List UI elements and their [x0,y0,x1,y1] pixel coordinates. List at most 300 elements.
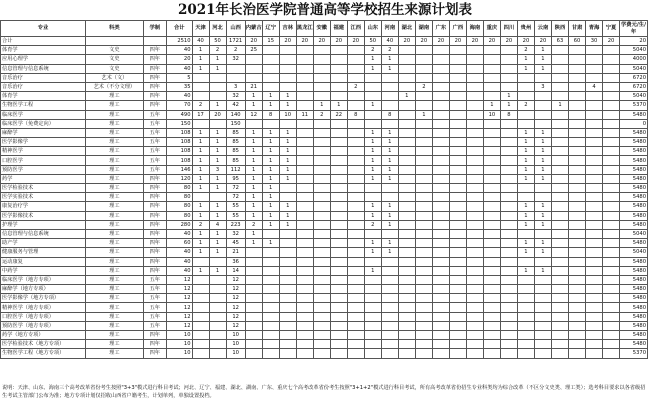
table-cell [500,128,517,137]
table-cell [449,239,466,248]
table-cell: 5370 [620,349,648,358]
table-cell [364,73,381,82]
table-cell [517,92,534,101]
table-cell: 70 [166,101,192,110]
table-cell: 3 [534,82,551,91]
table-cell [209,285,226,294]
table-cell: 12 [226,275,245,284]
table-cell [415,220,432,229]
table-cell [432,248,449,257]
table-cell [192,193,209,202]
table-cell: 1 [192,156,209,165]
table-cell: 1 [245,239,262,248]
table-cell [551,211,568,220]
table-cell [586,266,603,275]
table-cell [517,294,534,303]
table-cell [313,46,330,55]
table-cell: 1 [415,110,432,119]
table-cell [586,340,603,349]
table-cell: 1 [279,211,296,220]
table-cell: 45 [226,239,245,248]
table-cell [245,285,262,294]
table-cell [330,165,347,174]
table-cell [415,73,432,82]
table-cell: 预防医学（地方专项） [1,321,86,330]
table-cell: 理工 [86,229,143,238]
table-cell: 3 [209,165,226,174]
table-cell [245,55,262,64]
table-cell [347,321,364,330]
table-cell: 四年 [143,46,166,55]
table-cell [534,101,551,110]
table-cell [262,275,279,284]
table-cell [313,321,330,330]
table-cell: 5480 [620,138,648,147]
table-cell [347,266,364,275]
table-cell [347,294,364,303]
table-cell [313,174,330,183]
table-cell [483,165,500,174]
table-cell [483,128,500,137]
table-cell [313,294,330,303]
table-cell [568,92,585,101]
table-cell [500,257,517,266]
table-cell [466,229,483,238]
table-cell [534,340,551,349]
table-cell [381,294,398,303]
table-cell: 6720 [620,82,648,91]
table-cell [245,340,262,349]
table-cell [296,92,313,101]
table-cell [313,64,330,73]
table-cell: 20 [449,37,466,46]
table-cell: 11 [296,110,313,119]
table-cell: 5480 [620,147,648,156]
table-cell [398,294,415,303]
table-cell: 运动康复 [1,257,86,266]
table-cell [432,202,449,211]
table-cell [381,303,398,312]
table-cell: 108 [166,138,192,147]
table-cell [551,248,568,257]
table-cell [466,174,483,183]
table-cell [262,340,279,349]
table-cell [226,64,245,73]
table-cell: 12 [226,321,245,330]
table-cell: 理工 [86,349,143,358]
table-cell [296,294,313,303]
table-cell [192,331,209,340]
table-cell: 1 [209,156,226,165]
table-cell: 5480 [620,156,648,165]
table-cell: 体育学 [1,92,86,101]
table-cell: 10 [166,340,192,349]
table-row [1,349,648,358]
table-cell: 5480 [620,285,648,294]
table-cell [381,82,398,91]
table-cell [330,294,347,303]
table-cell [398,321,415,330]
table-cell: 四年 [143,184,166,193]
column-header: 学制 [143,21,166,37]
table-cell: 1 [209,128,226,137]
table-cell [262,312,279,321]
table-cell [449,147,466,156]
table-cell [449,101,466,110]
table-cell [296,174,313,183]
table-cell [347,340,364,349]
column-header: 辽宁 [262,21,279,37]
table-cell: 1 [245,156,262,165]
table-cell: 理工 [86,119,143,128]
table-cell: 理工 [86,193,143,202]
table-cell [313,331,330,340]
table-cell [568,110,585,119]
table-cell: 1 [517,202,534,211]
table-cell [296,321,313,330]
table-cell [330,303,347,312]
table-cell: 1 [279,165,296,174]
table-cell: 5480 [620,266,648,275]
table-cell: 40 [166,46,192,55]
table-cell [517,82,534,91]
table-cell [568,119,585,128]
table-cell [330,193,347,202]
table-cell [279,184,296,193]
table-cell [603,165,620,174]
table-cell [296,202,313,211]
table-cell [296,266,313,275]
table-row [1,220,648,229]
table-cell [192,349,209,358]
table-cell [296,165,313,174]
table-cell [347,55,364,64]
table-row [1,64,648,73]
table-cell: 1 [192,55,209,64]
table-cell [432,220,449,229]
table-cell [534,119,551,128]
table-cell: 五年 [143,147,166,156]
table-cell [466,82,483,91]
table-cell [398,128,415,137]
table-cell: 1 [381,202,398,211]
table-cell: 1 [517,174,534,183]
table-cell [517,229,534,238]
table-cell [500,55,517,64]
table-cell [330,119,347,128]
table-cell: 50 [364,37,381,46]
table-cell: 口腔医学（地方专项） [1,312,86,321]
table-cell [364,294,381,303]
table-cell [483,275,500,284]
table-cell: 四年 [143,82,166,91]
table-cell [432,110,449,119]
table-cell [500,82,517,91]
table-cell [483,303,500,312]
table-cell: 四年 [143,92,166,101]
table-cell [432,266,449,275]
table-cell [517,73,534,82]
table-cell [347,239,364,248]
table-cell: 1 [517,156,534,165]
table-cell: 40 [166,92,192,101]
table-cell [603,138,620,147]
table-cell [586,73,603,82]
table-cell: 5480 [620,202,648,211]
table-cell [586,294,603,303]
table-cell: 4 [586,82,603,91]
table-cell [347,303,364,312]
table-cell [534,349,551,358]
table-cell [500,340,517,349]
table-cell [449,229,466,238]
table-cell [500,165,517,174]
table-cell [449,128,466,137]
table-cell [432,174,449,183]
table-cell [449,340,466,349]
table-cell: 32 [226,229,245,238]
table-row [1,340,648,349]
table-cell: 1 [279,101,296,110]
table-cell: 1 [262,193,279,202]
table-cell: 1 [192,64,209,73]
table-cell [500,73,517,82]
table-cell: 2 [192,101,209,110]
table-cell [364,312,381,321]
table-cell [483,220,500,229]
table-cell: 麻醉学（地方专项） [1,285,86,294]
table-cell [603,82,620,91]
table-cell: 1 [381,220,398,229]
table-cell [432,239,449,248]
table-cell [551,331,568,340]
table-cell [449,248,466,257]
table-cell: 1 [534,174,551,183]
table-cell [398,193,415,202]
table-cell: 1 [262,165,279,174]
table-cell [449,312,466,321]
table-cell [449,82,466,91]
table-cell [449,165,466,174]
table-cell: 72 [226,184,245,193]
table-cell: 20 [245,37,262,46]
table-cell: 合计 [1,37,86,46]
table-cell [466,303,483,312]
table-cell [415,239,432,248]
table-cell: 1 [192,128,209,137]
table-cell: 5480 [620,275,648,284]
table-cell [586,128,603,137]
table-cell [245,73,262,82]
table-cell: 21 [245,82,262,91]
table-cell [209,340,226,349]
table-cell [466,184,483,193]
table-cell [279,64,296,73]
table-cell: 1 [398,92,415,101]
table-cell [398,285,415,294]
table-cell: 1 [192,138,209,147]
table-cell: 20 [517,37,534,46]
table-cell: 2 [313,110,330,119]
table-cell [500,184,517,193]
table-cell: 理工 [86,303,143,312]
table-cell: 理工 [86,211,143,220]
table-cell [449,184,466,193]
table-cell: 14 [226,266,245,275]
table-cell [432,128,449,137]
table-cell [279,312,296,321]
table-cell: 85 [226,128,245,137]
table-cell [534,331,551,340]
table-cell: 36 [226,257,245,266]
table-cell: 5480 [620,184,648,193]
table-cell [398,55,415,64]
table-cell [466,64,483,73]
table-cell: 护理学 [1,220,86,229]
table-cell [603,321,620,330]
table-cell [432,321,449,330]
table-cell: 1 [192,266,209,275]
table-cell [432,82,449,91]
table-row [1,156,648,165]
table-cell [209,312,226,321]
table-cell [432,275,449,284]
table-cell: 10 [226,331,245,340]
table-cell [466,46,483,55]
table-cell [296,312,313,321]
table-cell [449,202,466,211]
table-cell: 150 [226,119,245,128]
table-cell [192,257,209,266]
table-cell: 1 [534,128,551,137]
column-header: 天津 [192,21,209,37]
table-cell [398,202,415,211]
table-cell [313,128,330,137]
table-cell [381,119,398,128]
table-cell [415,294,432,303]
table-cell [262,331,279,340]
table-cell [330,202,347,211]
table-cell [449,138,466,147]
table-cell [313,340,330,349]
table-cell: 140 [226,110,245,119]
table-cell [568,220,585,229]
table-cell [603,128,620,137]
table-cell: 1 [245,101,262,110]
enrollment-plan-table [0,20,648,359]
table-cell: 5040 [620,46,648,55]
table-cell: 2 [192,220,209,229]
table-cell: 理工 [86,285,143,294]
table-cell [296,119,313,128]
table-cell [517,275,534,284]
table-cell: 12 [226,294,245,303]
table-cell [398,248,415,257]
table-cell [449,156,466,165]
table-cell: 20 [398,37,415,46]
table-cell: 临床医学 [1,110,86,119]
table-cell [483,193,500,202]
table-cell: 助产学 [1,239,86,248]
table-cell: 40 [166,64,192,73]
table-row [1,92,648,101]
table-cell: 1 [245,138,262,147]
table-cell: 1 [192,248,209,257]
table-cell [347,184,364,193]
table-cell [586,174,603,183]
table-cell [432,46,449,55]
table-cell: 490 [166,110,192,119]
table-cell: 理工 [86,110,143,119]
table-cell [347,147,364,156]
table-cell: 理工 [86,156,143,165]
table-cell [586,275,603,284]
table-cell: 40 [381,37,398,46]
table-cell: 1 [381,64,398,73]
table-cell [262,64,279,73]
column-header: 甘肃 [568,21,585,37]
table-cell [551,303,568,312]
table-cell [245,248,262,257]
column-header: 专业 [1,21,86,37]
table-cell: 12 [166,294,192,303]
table-cell: 20 [483,37,500,46]
table-cell [517,331,534,340]
table-cell [568,257,585,266]
table-cell: 五年 [143,119,166,128]
table-cell: 3 [226,82,245,91]
table-cell [432,229,449,238]
table-cell [500,303,517,312]
table-cell [279,285,296,294]
table-cell [603,46,620,55]
table-cell [603,55,620,64]
table-cell: 20 [620,37,648,46]
table-cell [483,331,500,340]
table-cell: 艺术（不分文理） [86,82,143,91]
table-cell [534,321,551,330]
table-cell: 20 [432,37,449,46]
table-cell [500,202,517,211]
table-cell: 临床医学（免费定向） [1,119,86,128]
table-cell [517,193,534,202]
table-cell [398,147,415,156]
table-cell [586,64,603,73]
table-cell [432,55,449,64]
table-cell: 0 [620,119,648,128]
table-cell: 1 [534,156,551,165]
table-cell [500,147,517,156]
table-cell [209,82,226,91]
table-cell [364,82,381,91]
table-cell [398,110,415,119]
table-row [1,193,648,202]
table-cell [500,119,517,128]
table-cell [483,312,500,321]
table-cell [534,285,551,294]
table-cell: 12 [226,312,245,321]
table-cell [568,303,585,312]
table-cell: 12 [166,312,192,321]
table-cell: 四年 [143,340,166,349]
table-cell [449,211,466,220]
table-cell [398,64,415,73]
table-cell: 理工 [86,257,143,266]
table-cell [398,239,415,248]
table-cell: 1 [364,55,381,64]
table-cell [398,174,415,183]
table-cell [364,110,381,119]
